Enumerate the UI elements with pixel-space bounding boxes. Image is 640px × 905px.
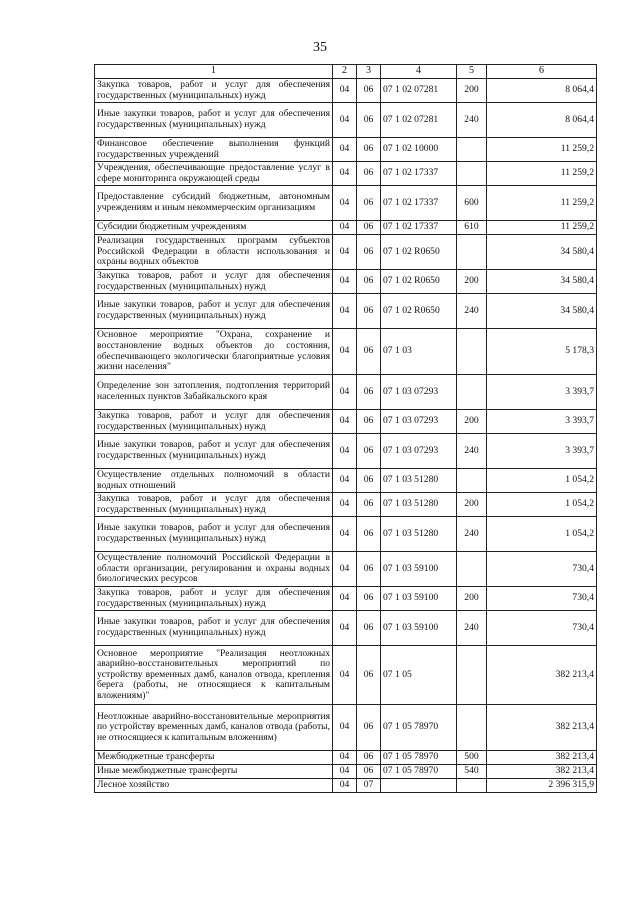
- section-code-cell: 04: [333, 162, 357, 186]
- row-name-cell: Иные закупки товаров, работ и услуг для обеспечения государственных (муниципальных) нужд: [95, 434, 333, 469]
- amount-cell: 2 396 315,9: [487, 779, 597, 793]
- section-code-cell: 04: [333, 646, 357, 705]
- table-row: [95, 493, 597, 517]
- section-code-cell: 04: [333, 779, 357, 793]
- section-code-cell: 04: [333, 469, 357, 493]
- section-code-cell: 04: [333, 235, 357, 270]
- subsection-code-cell: 06: [357, 329, 381, 375]
- expense-type-cell: 200: [457, 270, 487, 294]
- subsection-code-cell: 06: [357, 587, 381, 611]
- expense-type-cell: 540: [457, 765, 487, 779]
- target-article-cell: 07 1 03 59100: [381, 611, 457, 646]
- subsection-code-cell: 06: [357, 162, 381, 186]
- table-row: [95, 552, 597, 587]
- section-code-cell: 04: [333, 294, 357, 329]
- expense-type-cell: 200: [457, 79, 487, 103]
- subsection-code-cell: 06: [357, 765, 381, 779]
- expense-type-cell: [457, 552, 487, 587]
- section-code-cell: 04: [333, 103, 357, 138]
- subsection-code-cell: 06: [357, 751, 381, 765]
- row-name-cell: Закупка товаров, работ и услуг для обеспечения государственных (муниципальных) нужд: [95, 79, 333, 103]
- row-name-cell: Иные закупки товаров, работ и услуг для обеспечения государственных (муниципальных) нужд: [95, 294, 333, 329]
- expense-type-cell: 240: [457, 611, 487, 646]
- row-name-cell: Неотложные аварийно-восстановительные мероприятия по устройству временных дамб, каналов отвода (работы, не относящиеся к капитальным вложениям): [95, 705, 333, 751]
- table-row: [95, 587, 597, 611]
- target-article-cell: 07 1 05 78970: [381, 705, 457, 751]
- table-row: [95, 235, 597, 270]
- table-row: [95, 270, 597, 294]
- section-code-cell: 04: [333, 765, 357, 779]
- expense-type-cell: 240: [457, 434, 487, 469]
- target-article-cell: 07 1 02 07281: [381, 79, 457, 103]
- expense-type-cell: 610: [457, 221, 487, 235]
- amount-cell: 730,4: [487, 611, 597, 646]
- target-article-cell: 07 1 02 R0650: [381, 235, 457, 270]
- amount-cell: 1 054,2: [487, 469, 597, 493]
- subsection-code-cell: 06: [357, 294, 381, 329]
- amount-cell: 3 393,7: [487, 375, 597, 410]
- subsection-code-cell: 06: [357, 79, 381, 103]
- subsection-code-cell: 06: [357, 646, 381, 705]
- amount-cell: 3 393,7: [487, 410, 597, 434]
- table-row: [95, 611, 597, 646]
- row-name-cell: Иные межбюджетные трансферты: [95, 765, 333, 779]
- table-row: [95, 294, 597, 329]
- target-article-cell: 07 1 03 59100: [381, 587, 457, 611]
- section-code-cell: 04: [333, 79, 357, 103]
- expense-type-cell: [457, 469, 487, 493]
- target-article-cell: 07 1 03: [381, 329, 457, 375]
- target-article-cell: 07 1 03 07293: [381, 434, 457, 469]
- target-article-cell: 07 1 05: [381, 646, 457, 705]
- target-article-cell: 07 1 05 78970: [381, 765, 457, 779]
- row-name-cell: Субсидии бюджетным учреждениям: [95, 221, 333, 235]
- subsection-code-cell: 06: [357, 103, 381, 138]
- expense-type-cell: [457, 646, 487, 705]
- row-name-cell: Предоставление субсидий бюджетным, автономным учреждениям и иным некоммерческим организациям: [95, 186, 333, 221]
- target-article-cell: 07 1 03 07293: [381, 375, 457, 410]
- subsection-code-cell: 06: [357, 375, 381, 410]
- amount-cell: 382 213,4: [487, 751, 597, 765]
- amount-cell: 34 580,4: [487, 235, 597, 270]
- subsection-code-cell: 06: [357, 611, 381, 646]
- amount-cell: 3 393,7: [487, 434, 597, 469]
- section-code-cell: 04: [333, 587, 357, 611]
- amount-cell: 730,4: [487, 587, 597, 611]
- amount-cell: 1 054,2: [487, 517, 597, 552]
- section-code-cell: 04: [333, 138, 357, 162]
- subsection-code-cell: 06: [357, 552, 381, 587]
- subsection-code-cell: 06: [357, 434, 381, 469]
- target-article-cell: 07 1 05 78970: [381, 751, 457, 765]
- target-article-cell: 07 1 02 07281: [381, 103, 457, 138]
- section-code-cell: 04: [333, 329, 357, 375]
- target-article-cell: 07 1 03 07293: [381, 410, 457, 434]
- expense-type-cell: [457, 375, 487, 410]
- header-cell: 1: [95, 65, 333, 79]
- row-name-cell: Межбюджетные трансферты: [95, 751, 333, 765]
- header-row: [95, 65, 597, 79]
- section-code-cell: 04: [333, 493, 357, 517]
- row-name-cell: Финансовое обеспечение выполнения функций государственных учреждений: [95, 138, 333, 162]
- row-name-cell: Осуществление отдельных полномочий в области водных отношений: [95, 469, 333, 493]
- subsection-code-cell: 06: [357, 469, 381, 493]
- amount-cell: 730,4: [487, 552, 597, 587]
- expense-type-cell: [457, 235, 487, 270]
- target-article-cell: 07 1 03 51280: [381, 469, 457, 493]
- section-code-cell: 04: [333, 375, 357, 410]
- target-article-cell: 07 1 02 10000: [381, 138, 457, 162]
- table-row: [95, 517, 597, 552]
- subsection-code-cell: 06: [357, 138, 381, 162]
- table-row: [95, 79, 597, 103]
- table-row: [95, 138, 597, 162]
- header-cell: 4: [381, 65, 457, 79]
- amount-cell: 34 580,4: [487, 294, 597, 329]
- amount-cell: 11 259,2: [487, 186, 597, 221]
- amount-cell: 5 178,3: [487, 329, 597, 375]
- row-name-cell: Закупка товаров, работ и услуг для обеспечения государственных (муниципальных) нужд: [95, 410, 333, 434]
- amount-cell: 382 213,4: [487, 705, 597, 751]
- table-row: [95, 434, 597, 469]
- section-code-cell: 04: [333, 552, 357, 587]
- header-cell: 5: [457, 65, 487, 79]
- target-article-cell: 07 1 02 17337: [381, 162, 457, 186]
- expense-type-cell: 240: [457, 103, 487, 138]
- table-row: [95, 410, 597, 434]
- row-name-cell: Реализация государственных программ субъектов Российской Федерации в области использования и охраны водных объектов: [95, 235, 333, 270]
- section-code-cell: 04: [333, 611, 357, 646]
- expense-type-cell: 200: [457, 493, 487, 517]
- expense-type-cell: 500: [457, 751, 487, 765]
- expense-type-cell: 200: [457, 410, 487, 434]
- subsection-code-cell: 06: [357, 705, 381, 751]
- amount-cell: 8 064,4: [487, 103, 597, 138]
- table-row: [95, 329, 597, 375]
- section-code-cell: 04: [333, 705, 357, 751]
- subsection-code-cell: 06: [357, 235, 381, 270]
- amount-cell: 34 580,4: [487, 270, 597, 294]
- target-article-cell: 07 1 02 R0650: [381, 270, 457, 294]
- target-article-cell: 07 1 03 59100: [381, 552, 457, 587]
- section-code-cell: 04: [333, 434, 357, 469]
- row-name-cell: Иные закупки товаров, работ и услуг для обеспечения государственных (муниципальных) нужд: [95, 517, 333, 552]
- subsection-code-cell: 07: [357, 779, 381, 793]
- table-row: [95, 646, 597, 705]
- subsection-code-cell: 06: [357, 410, 381, 434]
- header-cell: 2: [333, 65, 357, 79]
- expense-type-cell: 240: [457, 517, 487, 552]
- page-number: 35: [313, 40, 327, 55]
- row-name-cell: Закупка товаров, работ и услуг для обеспечения государственных (муниципальных) нужд: [95, 493, 333, 517]
- row-name-cell: Осуществление полномочий Российской Федерации в области организации, регулирования и охраны водных биологических ресурсов: [95, 552, 333, 587]
- table-row: [95, 103, 597, 138]
- table-row: [95, 705, 597, 751]
- expense-type-cell: [457, 705, 487, 751]
- section-code-cell: 04: [333, 517, 357, 552]
- subsection-code-cell: 06: [357, 221, 381, 235]
- section-code-cell: 04: [333, 751, 357, 765]
- section-code-cell: 04: [333, 186, 357, 221]
- expense-type-cell: [457, 779, 487, 793]
- table-row: [95, 765, 597, 779]
- target-article-cell: 07 1 03 51280: [381, 493, 457, 517]
- amount-cell: 382 213,4: [487, 646, 597, 705]
- amount-cell: 11 259,2: [487, 221, 597, 235]
- budget-table: [94, 64, 597, 793]
- header-cell: 6: [487, 65, 597, 79]
- target-article-cell: 07 1 02 R0650: [381, 294, 457, 329]
- subsection-code-cell: 06: [357, 186, 381, 221]
- row-name-cell: Закупка товаров, работ и услуг для обеспечения государственных (муниципальных) нужд: [95, 270, 333, 294]
- row-name-cell: Иные закупки товаров, работ и услуг для обеспечения государственных (муниципальных) нужд: [95, 611, 333, 646]
- expense-type-cell: 240: [457, 294, 487, 329]
- target-article-cell: 07 1 03 51280: [381, 517, 457, 552]
- expense-type-cell: 600: [457, 186, 487, 221]
- header-cell: 3: [357, 65, 381, 79]
- row-name-cell: Лесное хозяйство: [95, 779, 333, 793]
- row-name-cell: Иные закупки товаров, работ и услуг для обеспечения государственных (муниципальных) нужд: [95, 103, 333, 138]
- target-article-cell: 07 1 02 17337: [381, 186, 457, 221]
- subsection-code-cell: 06: [357, 493, 381, 517]
- target-article-cell: 07 1 02 17337: [381, 221, 457, 235]
- amount-cell: 11 259,2: [487, 138, 597, 162]
- row-name-cell: Закупка товаров, работ и услуг для обеспечения государственных (муниципальных) нужд: [95, 587, 333, 611]
- subsection-code-cell: 06: [357, 270, 381, 294]
- amount-cell: 1 054,2: [487, 493, 597, 517]
- row-name-cell: Определение зон затопления, подтопления территорий населенных пунктов Забайкальского края: [95, 375, 333, 410]
- table-row: [95, 162, 597, 186]
- table-row: [95, 751, 597, 765]
- table-row: [95, 186, 597, 221]
- amount-cell: 382 213,4: [487, 765, 597, 779]
- row-name-cell: Основное мероприятие "Реализация неотложных аварийно-восстановительных мероприятий по устройству временных дамб, каналов отвода, крепления берега (работы, не относящиеся к капитальным вложениям)": [95, 646, 333, 705]
- expense-type-cell: 200: [457, 587, 487, 611]
- table-row: [95, 779, 597, 793]
- amount-cell: 8 064,4: [487, 79, 597, 103]
- table-row: [95, 375, 597, 410]
- amount-cell: 11 259,2: [487, 162, 597, 186]
- section-code-cell: 04: [333, 410, 357, 434]
- section-code-cell: 04: [333, 221, 357, 235]
- row-name-cell: Учреждения, обеспечивающие предоставление услуг в сфере мониторинга окружающей среды: [95, 162, 333, 186]
- table-row: [95, 221, 597, 235]
- expense-type-cell: [457, 162, 487, 186]
- target-article-cell: [381, 779, 457, 793]
- row-name-cell: Основное мероприятие "Охрана, сохранение и восстановление водных объектов до состояния, обеспечивающего экологически благоприятные условия жизни населения": [95, 329, 333, 375]
- section-code-cell: 04: [333, 270, 357, 294]
- expense-type-cell: [457, 329, 487, 375]
- subsection-code-cell: 06: [357, 517, 381, 552]
- table-row: [95, 469, 597, 493]
- expense-type-cell: [457, 138, 487, 162]
